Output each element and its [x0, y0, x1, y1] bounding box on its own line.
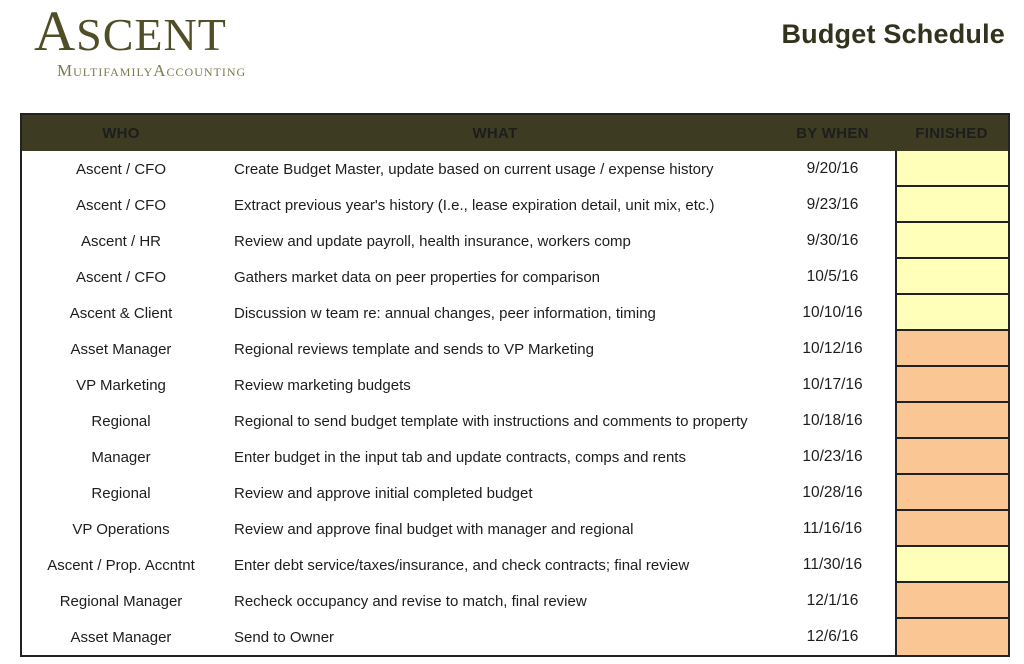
who-cell: Asset Manager [70, 340, 172, 358]
table-row [22, 187, 1008, 223]
who-cell: Ascent / Prop. Accntnt [47, 556, 195, 574]
what-cell: Create Budget Master, update based on current usage / expense history [234, 160, 714, 178]
table-body [22, 151, 1008, 655]
finished-cell[interactable] [895, 367, 1008, 403]
by-when-cell: 10/23/16 [802, 448, 863, 465]
who-cell: Ascent / CFO [75, 196, 167, 214]
finished-cell[interactable] [895, 259, 1008, 295]
who-cell: Ascent / CFO [75, 160, 167, 178]
by-when-cell: 12/1/16 [806, 592, 859, 609]
table-row [22, 223, 1008, 259]
finished-cell[interactable] [895, 187, 1008, 223]
logo-name: ASCENT [34, 0, 227, 63]
who-cell: Asset Manager [70, 628, 172, 646]
column-header-finished: FINISHED [915, 124, 988, 142]
table-row [22, 619, 1008, 655]
column-header-by-when: BY WHEN [796, 124, 869, 142]
table-row [22, 295, 1008, 331]
finished-cell[interactable] [895, 439, 1008, 475]
page-title: Budget Schedule [781, 19, 1005, 49]
table-row [22, 439, 1008, 475]
what-cell: Enter debt service/taxes/insurance, and check contracts; final review [234, 556, 690, 574]
who-cell: Regional [91, 412, 151, 430]
budget-schedule-table [20, 113, 1010, 657]
who-cell: Regional [91, 484, 151, 502]
table-row [22, 151, 1008, 187]
by-when-cell: 11/30/16 [802, 556, 863, 573]
who-cell: Ascent / CFO [75, 268, 167, 286]
what-cell: Review marketing budgets [234, 376, 411, 394]
what-cell: Review and approve initial completed budget [234, 484, 533, 502]
finished-cell[interactable] [895, 619, 1008, 655]
table-header-row [22, 115, 1008, 151]
what-cell: Regional to send budget template with instructions and comments to property [234, 412, 748, 430]
what-cell: Regional reviews template and sends to VP Marketing [234, 340, 594, 358]
column-header-what: WHAT [472, 124, 518, 142]
table-row [22, 403, 1008, 439]
table-row [22, 547, 1008, 583]
who-cell: Regional Manager [59, 592, 183, 610]
by-when-cell: 10/18/16 [802, 412, 863, 429]
by-when-cell: 12/6/16 [806, 628, 859, 645]
what-cell: Review and update payroll, health insurance, workers comp [234, 232, 631, 250]
finished-cell[interactable] [895, 151, 1008, 187]
what-cell: Extract previous year's history (I.e., lease expiration detail, unit mix, etc.) [234, 196, 715, 214]
who-cell: VP Operations [72, 520, 170, 538]
finished-cell[interactable] [895, 511, 1008, 547]
finished-cell[interactable] [895, 223, 1008, 259]
what-cell: Send to Owner [234, 628, 335, 646]
table-row [22, 475, 1008, 511]
by-when-cell: 10/12/16 [802, 340, 863, 357]
finished-cell[interactable] [895, 475, 1008, 511]
table-row [22, 583, 1008, 619]
table-row [22, 367, 1008, 403]
what-cell: Recheck occupancy and revise to match, final review [234, 592, 587, 610]
by-when-cell: 10/5/16 [806, 268, 859, 285]
what-cell: Discussion w team re: annual changes, peer information, timing [234, 304, 656, 322]
who-cell: Ascent & Client [69, 304, 173, 322]
who-cell: VP Marketing [76, 376, 166, 394]
ascent-logo [34, 0, 247, 80]
by-when-cell: 9/20/16 [806, 160, 859, 177]
by-when-cell: 10/10/16 [802, 304, 863, 321]
what-cell: Review and approve final budget with manager and regional [234, 520, 634, 538]
what-cell: Gathers market data on peer properties for comparison [234, 268, 601, 286]
finished-cell[interactable] [895, 583, 1008, 619]
by-when-cell: 10/28/16 [802, 484, 863, 501]
by-when-cell: 11/16/16 [802, 520, 863, 537]
column-header-who: WHO [102, 124, 140, 142]
finished-cell[interactable] [895, 295, 1008, 331]
by-when-cell: 9/23/16 [806, 196, 859, 213]
finished-cell[interactable] [895, 331, 1008, 367]
logo-subtitle: MultifamilyAccounting [57, 61, 247, 80]
by-when-cell: 10/17/16 [802, 376, 863, 393]
table-row [22, 331, 1008, 367]
table-row [22, 259, 1008, 295]
finished-cell[interactable] [895, 547, 1008, 583]
what-cell: Enter budget in the input tab and update contracts, comps and rents [234, 448, 686, 466]
table-row [22, 511, 1008, 547]
who-cell: Manager [91, 448, 151, 466]
by-when-cell: 9/30/16 [806, 232, 859, 249]
who-cell: Ascent / HR [80, 232, 162, 250]
finished-cell[interactable] [895, 403, 1008, 439]
